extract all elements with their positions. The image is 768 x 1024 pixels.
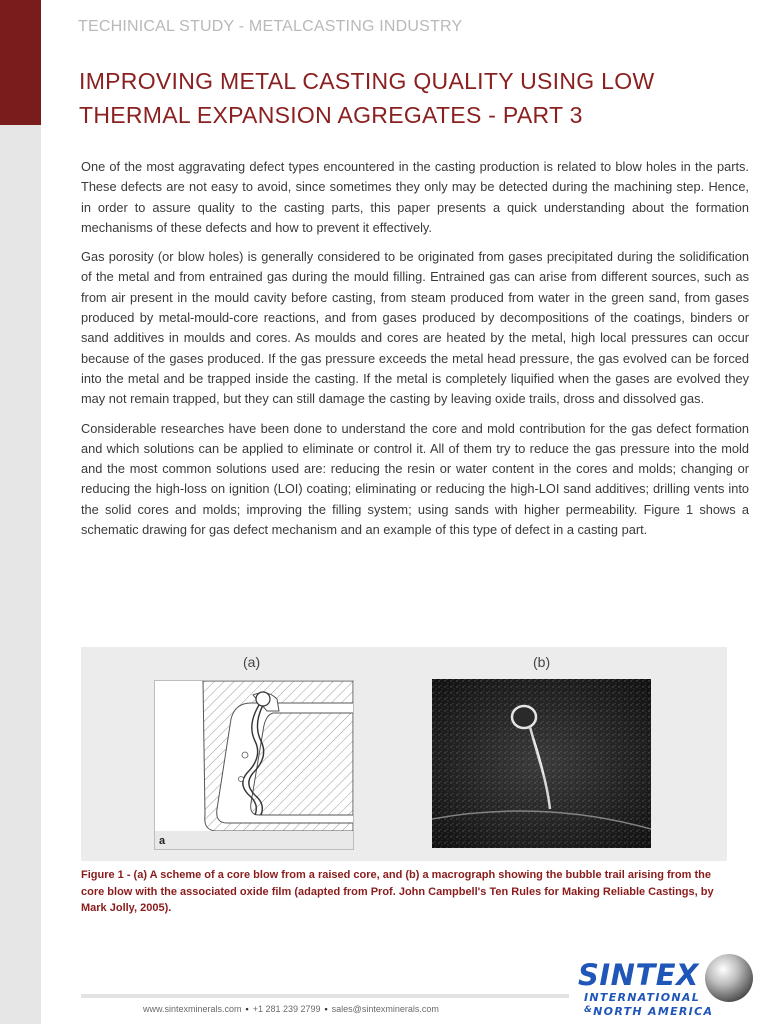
footer-phone: +1 281 239 2799 <box>252 1004 321 1014</box>
footer-contact <box>143 1004 439 1014</box>
figure-label-a: (a) <box>243 654 261 670</box>
footer-separator: • <box>324 1004 328 1014</box>
footer-website-link[interactable]: www.sintexminerals.com <box>143 1004 242 1014</box>
logo-subtitle-1: INTERNATIONAL <box>584 991 701 1004</box>
body-text <box>81 157 749 549</box>
left-margin-band <box>0 0 41 1024</box>
sintex-logo <box>578 952 758 1020</box>
figure-1 <box>81 647 727 861</box>
paragraph-3: Considerable researches have been done to understand the core and mold contribution for the gas defect formation and which solutions can be applied to eliminate or control it. All of them try to reduce the gas pressure into the mold and the most common solutions used are: reducing the resin or water content in the cores and molds; changing or reducing the high-loss on ignition (LOI) coating; eliminating or reducing the high-LOI sand additives; drilling vents into the solid cores and molds; improving the filling system; using sands with higher permeability. Figure 1 shows a schematic drawing for gas defect mechanism and an example of this type of defect in a casting part. <box>81 420 749 538</box>
logo-subtitle-2 <box>584 1005 713 1018</box>
logo-ampersand: & <box>584 1005 594 1015</box>
footer-separator: • <box>245 1004 249 1014</box>
footer-email-link[interactable]: sales@sintexminerals.com <box>331 1004 439 1014</box>
logo-sphere-icon <box>703 952 755 1004</box>
left-accent-band <box>0 0 41 125</box>
logo-wordmark: SINTEX <box>578 958 699 992</box>
figure-label-b: (b) <box>533 654 551 670</box>
footer-divider <box>81 994 569 998</box>
document-supertitle: TECHINICAL STUDY - METALCASTING INDUSTRY <box>78 18 463 35</box>
core-blow-scheme-image <box>154 680 354 850</box>
scheme-inner-label: a <box>159 835 166 847</box>
paragraph-2: Gas porosity (or blow holes) is generally considered to be originated from gases precipitated during the solidification of the metal and from entrained gas during the mould filling. Entrained gas can arise from different sources, such as from air present in the mould cavity before casting, from steam produced from water in the green sand, from gases produced by metal-mould-core reactions, and from gases produced by decompositions of the coatings, binders or sand additives in moulds and cores. As moulds and cores are heated by the metal, high local pressures can occur because of the gases produced. If the gas pressure exceeds the metal head pressure, the gas evolved can be forced into the metal and be trapped inside the casting. If the metal is completely liquified when the gases are evolved they may not remain trapped, but they can still damage the casting by leaving oxide trails, dross and dissolved gas. <box>81 249 749 407</box>
document-title: IMPROVING METAL CASTING QUALITY USING LOW THERMAL EXPANSION AGREGATES - PART 3 <box>79 68 655 128</box>
logo-subtitle-2-text: NORTH AMERICA <box>593 1005 714 1018</box>
figure-caption: Figure 1 - (a) A scheme of a core blow from a raised core, and (b) a macrograph showing the bubble trail arising from the core blow with the associated oxide film (adapted from Prof. John Campbell's Ten Rules for Making Reliable Castings, by Mark Jolly, 2005). <box>81 869 714 914</box>
bubble-trail-macrograph-image <box>432 679 651 848</box>
paragraph-1: One of the most aggravating defect types encountered in the casting production is related to blow holes in the parts. These defects are not easy to avoid, since sometimes they only may be detected during the machining step. Hence, in order to assure quality to the casting parts, this paper presents a quick understanding about the formation mechanisms of these defects and how to prevent it effectively. <box>81 159 749 235</box>
